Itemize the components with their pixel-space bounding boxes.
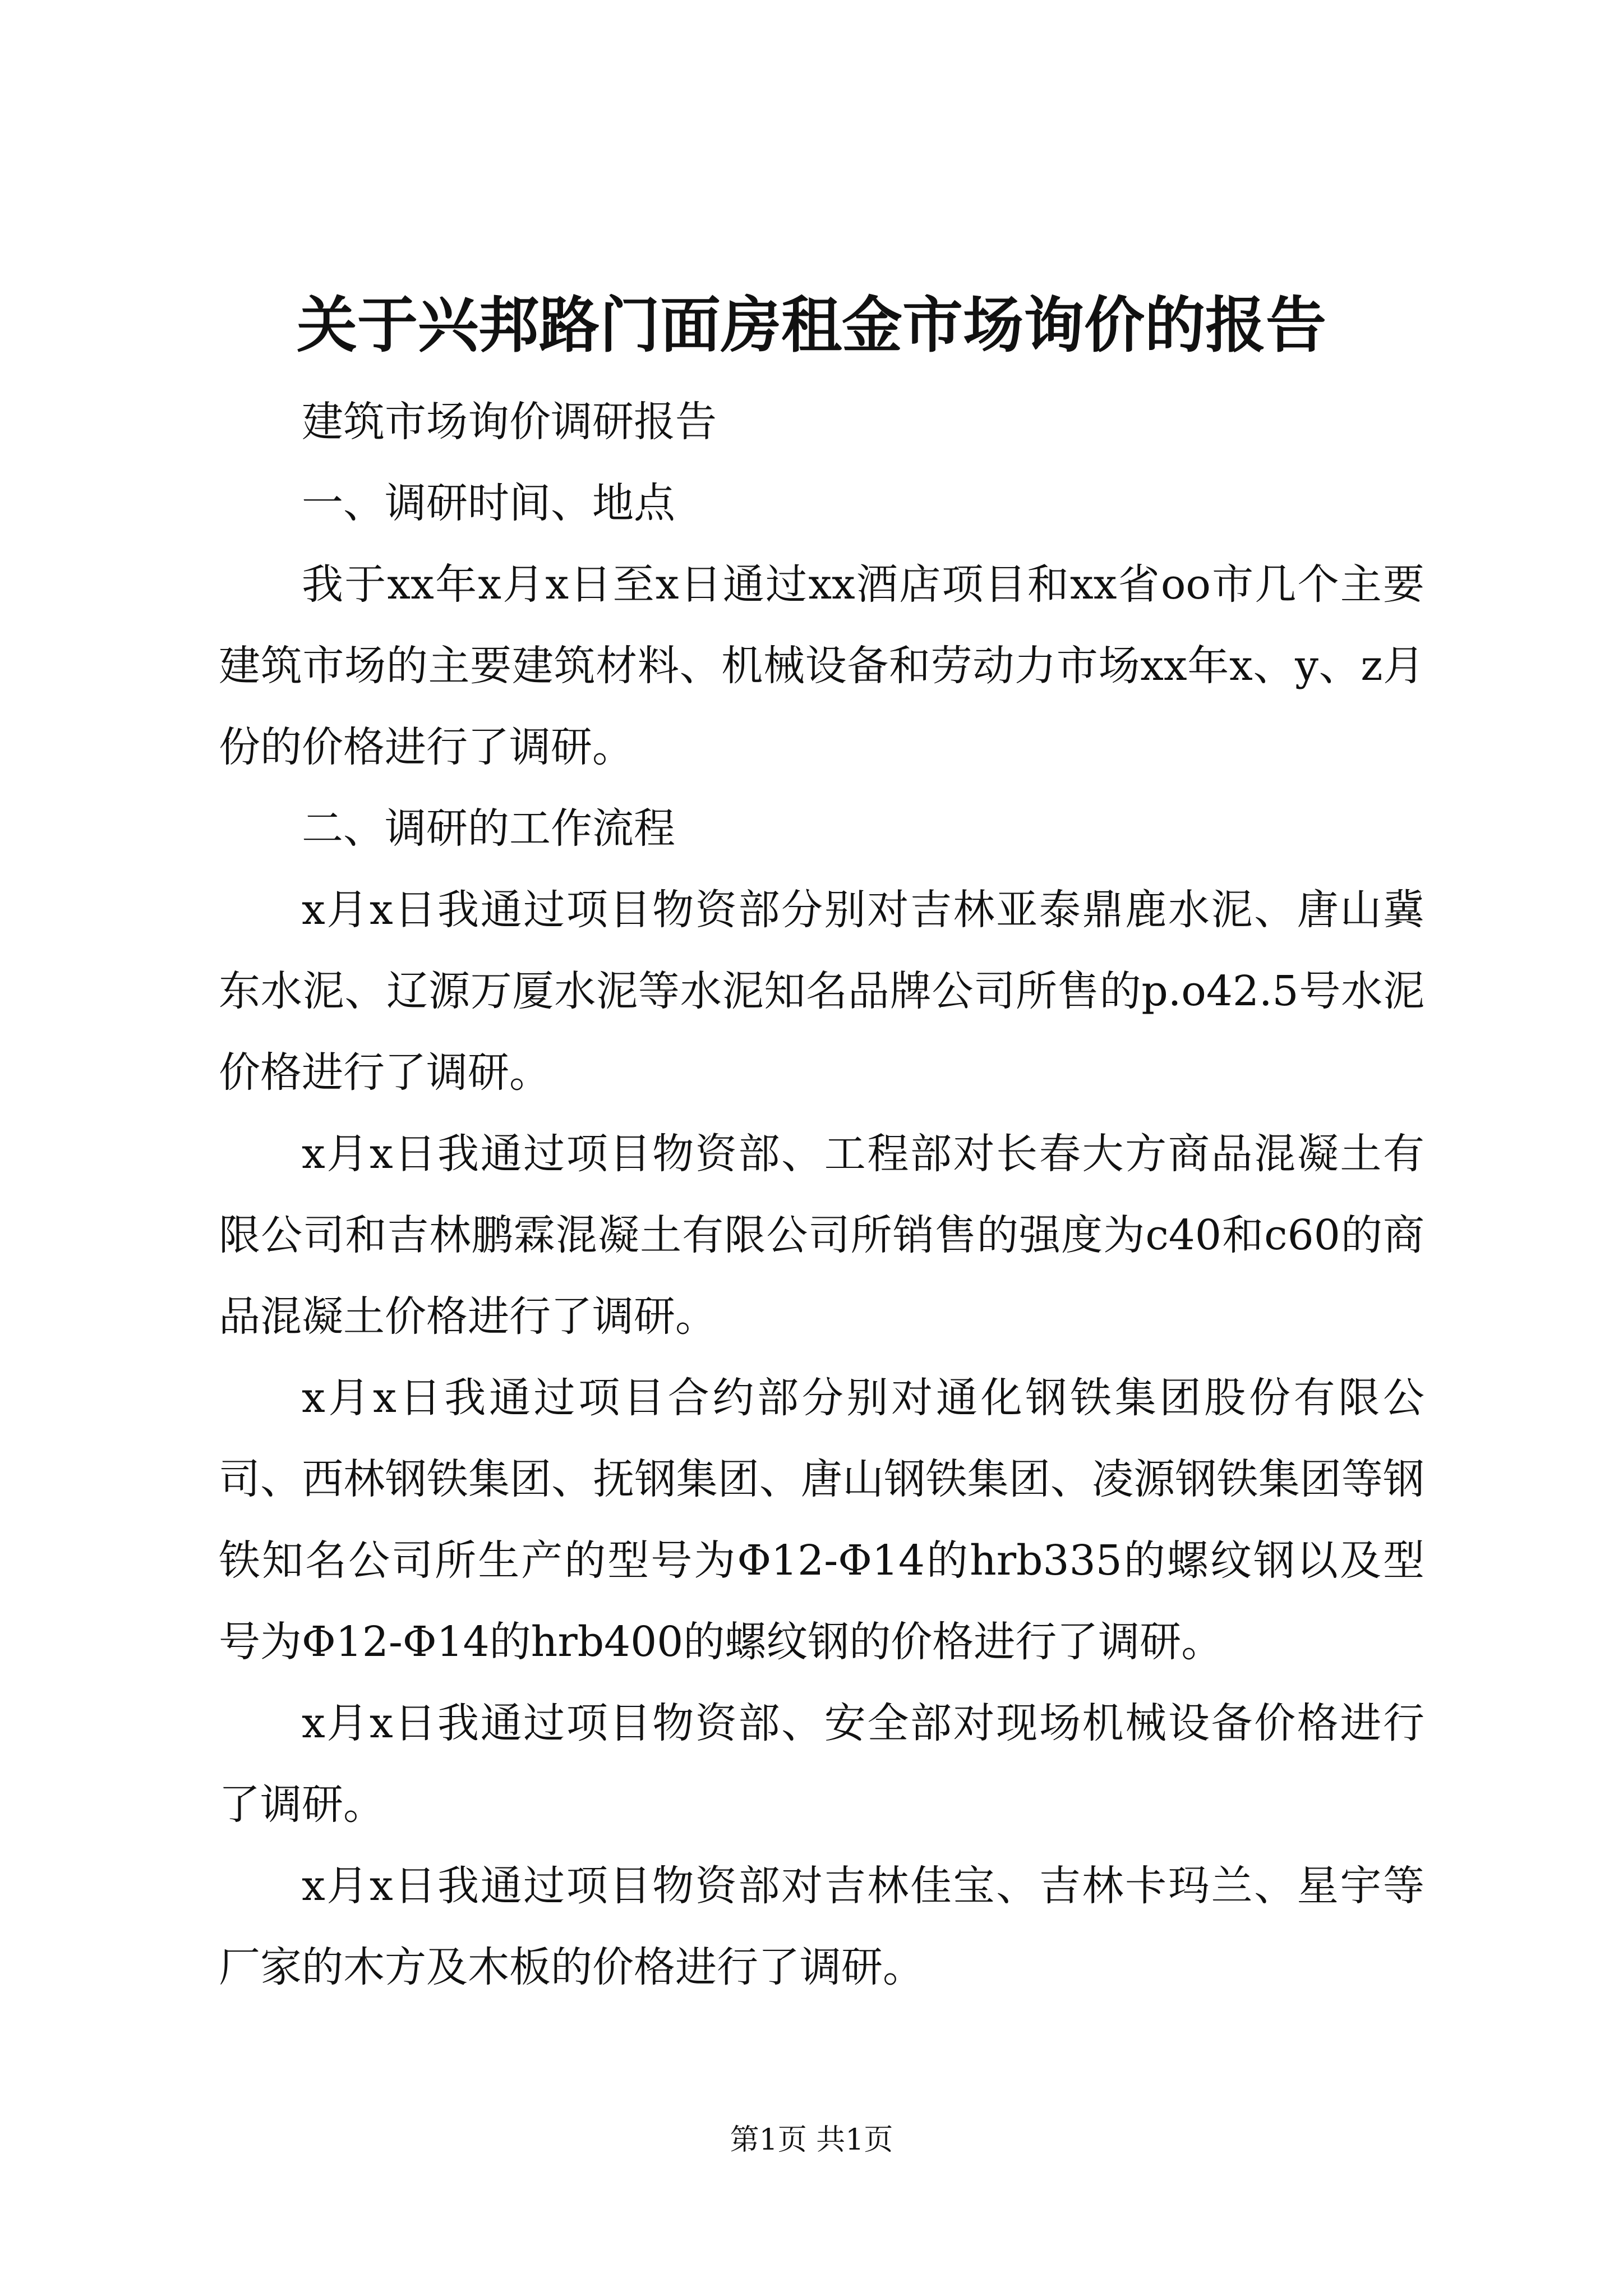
paragraph-subtitle: 建筑市场询价调研报告 xyxy=(302,398,717,446)
paragraph-steel: x月x日我通过项目合约部分别对通化钢铁集团股份有限公司、西林钢铁集团、抚钢集团、唐山钢铁集团、凌源钢铁集团等钢铁知名公司所生产的型号为Φ12-Φ14的hrb335的螺纹钢以及型号为Φ12-Φ14的hrb400的螺纹钢的价格进行了调研。 xyxy=(219,1374,1424,1666)
paragraph-section-1-heading: 一、调研时间、地点 xyxy=(302,479,675,527)
paragraph-concrete: x月x日我通过项目物资部、工程部对长春大方商品混凝土有限公司和吉林鹏霖混凝土有限公司所销售的强度为c40和c60的商品混凝土价格进行了调研。 xyxy=(219,1130,1424,1341)
paragraph-cement: x月x日我通过项目物资部分别对吉林亚泰鼎鹿水泥、唐山冀东水泥、辽源万厦水泥等水泥知名品牌公司所售的p.o42.5号水泥价格进行了调研。 xyxy=(219,886,1424,1097)
paragraph-machinery: x月x日我通过项目物资部、安全部对现场机械设备价格进行了调研。 xyxy=(219,1699,1424,1829)
paragraph-timber: x月x日我通过项目物资部对吉林佳宝、吉林卡玛兰、星宇等厂家的木方及木板的价格进行了调研。 xyxy=(219,1862,1424,1991)
document-title: 关于兴邦路门面房租金市场询价的报告 xyxy=(296,290,1326,361)
paragraph-section-1-body: 我于xx年x月x日至x日通过xx酒店项目和xx省oo市几个主要建筑市场的主要建筑材料、机械设备和劳动力市场xx年x、y、z月份的价格进行了调研。 xyxy=(219,560,1424,771)
paragraph-section-2-heading: 二、调研的工作流程 xyxy=(302,804,675,853)
page-footer: 第1页 共1页 xyxy=(730,2123,893,2157)
document-body xyxy=(219,381,1424,2008)
